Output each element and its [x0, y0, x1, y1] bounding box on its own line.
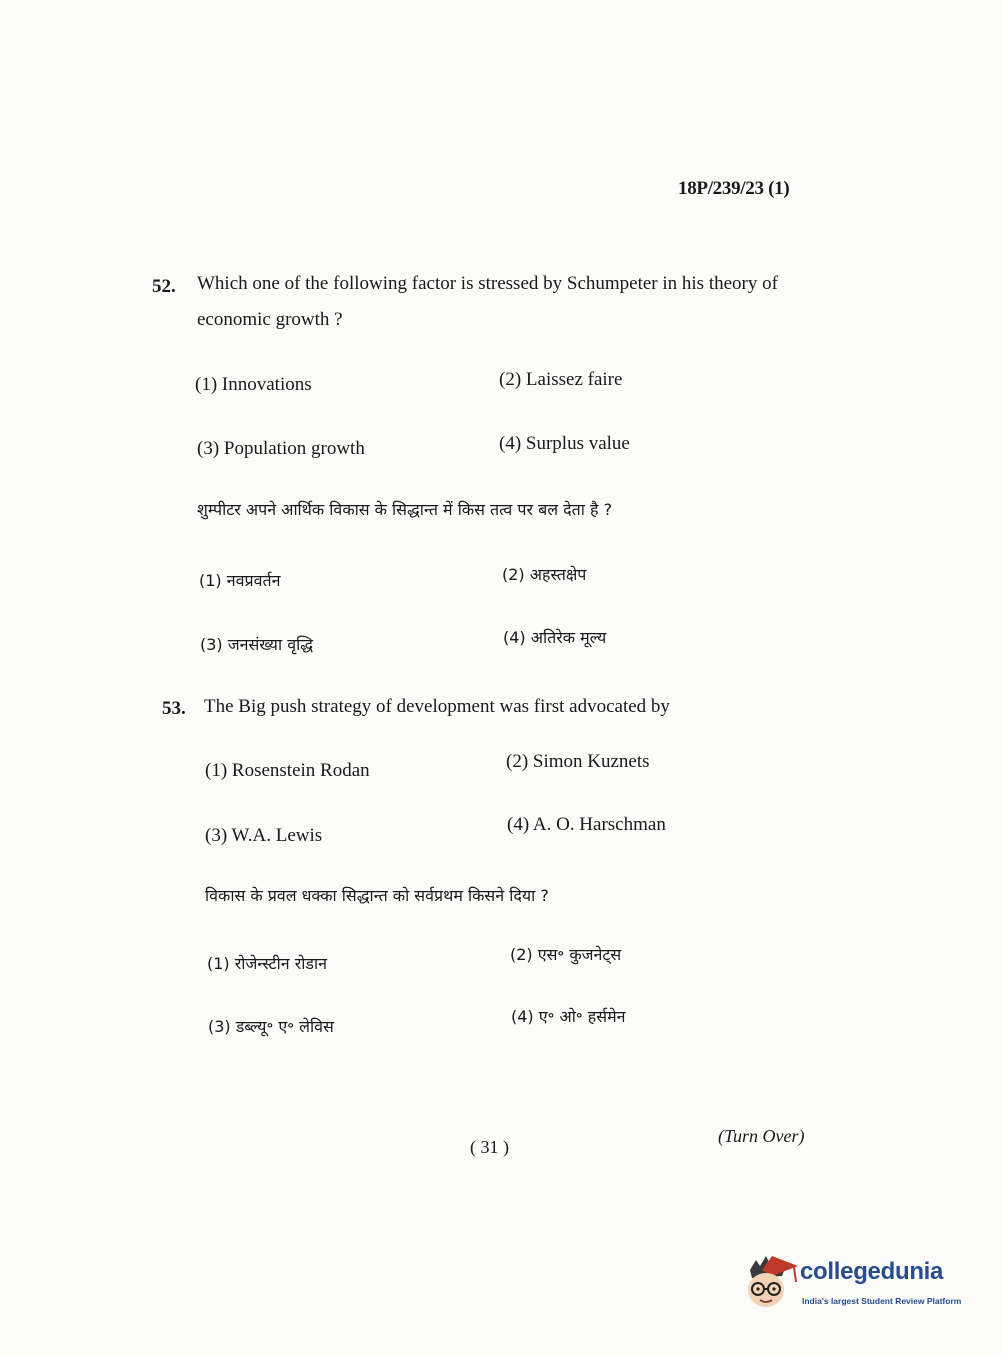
question-number: 53.: [162, 698, 186, 719]
hindi-question-text: विकास के प्रवल धक्का सिद्धान्त को सर्वप्रथम किसने दिया ?: [205, 886, 549, 905]
question-number: 52.: [152, 276, 176, 297]
question-text: Which one of the following factor is stressed by Schumpeter in his theory of economic growth ?: [197, 273, 778, 330]
option-4: (4) A. O. Harschman: [507, 814, 666, 835]
hindi-option-3: (3) जनसंख्या वृद्धि: [200, 635, 314, 654]
hindi-option-1: (1) नवप्रवर्तन: [199, 571, 281, 590]
turn-over-label: (Turn Over): [718, 1126, 805, 1146]
question-text: The Big push strategy of development was first advocated by: [204, 696, 670, 717]
hindi-option-4: (4) अतिरेक मूल्य: [503, 628, 607, 647]
option-2: (2) Laissez faire: [499, 369, 623, 390]
hindi-question-text: शुम्पीटर अपने आर्थिक विकास के सिद्धान्त में किस तत्व पर बल देता है ?: [197, 500, 613, 519]
collegedunia-tagline: India's largest Student Review Platform: [802, 1296, 962, 1306]
option-2: (2) Simon Kuznets: [506, 751, 650, 772]
hindi-option-3: (3) डब्ल्यू॰ ए॰ लेविस: [208, 1017, 334, 1036]
option-3: (3) Population growth: [197, 438, 365, 459]
hindi-option-4: (4) ए॰ ओ॰ हर्समेन: [511, 1007, 626, 1026]
page-number: ( 31 ): [470, 1137, 509, 1157]
option-4: (4) Surplus value: [499, 433, 630, 454]
option-1: (1) Rosenstein Rodan: [205, 760, 370, 781]
collegedunia-brand-name: collegedunia: [800, 1258, 944, 1285]
collegedunia-watermark: [742, 1252, 972, 1322]
option-3: (3) W.A. Lewis: [205, 825, 323, 846]
collegedunia-logo-icon: [742, 1252, 800, 1314]
hindi-option-2: (2) अहस्तक्षेप: [502, 565, 587, 584]
hindi-option-2: (2) एस॰ कुजनेट्स: [510, 945, 622, 964]
page-code: 18P/239/23 (1): [678, 178, 790, 199]
option-1: (1) Innovations: [195, 374, 312, 395]
hindi-option-1: (1) रोजेन्स्टीन रोडान: [207, 954, 328, 973]
